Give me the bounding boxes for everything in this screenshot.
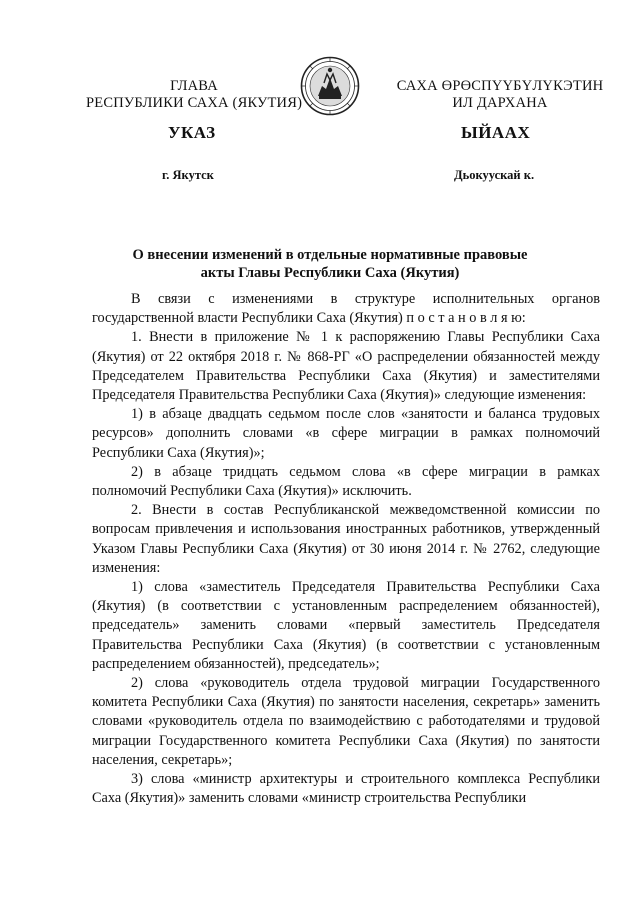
coat-of-arms-emblem-icon [300, 56, 360, 116]
header-left-line1: ГЛАВА [170, 78, 218, 94]
title-ru: УКАЗ [168, 123, 216, 142]
header-right [380, 78, 620, 112]
title-sah: ЫЙААХ [461, 123, 531, 142]
paragraph: 1) в абзаце двадцать седьмом после слов «занятости и баланса трудовых ресурсов» дополнить словами «в сфере миграции в рамках полномочий Республики Саха (Якутия)»; [92, 406, 600, 461]
paragraph: 2) в абзаце тридцать седьмом слова «в сфере миграции в рамках полномочий Республики Саха (Якутия)» исключить. [92, 463, 600, 500]
header-left-line2: РЕСПУБЛИКИ САХА (ЯКУТИЯ) [86, 95, 303, 111]
paragraph: 3) слова «министр архитектуры и строительного комплекса Республики Саха (Якутия)» заменить словами «министр строительства Республики [92, 771, 600, 807]
decree-body [92, 290, 600, 808]
paragraph: 2) слова «руководитель отдела трудовой миграции Государственного комитета Республики Саха (Якутия) по занятости населения, секретарь» заменить словами «руководитель отдела по взаимодействию с работодателями и трудовой миграции Государственного комитета Республики Саха (Якутия) по занятости населения, секретарь»; [92, 675, 600, 768]
subject-line2: акты Главы Республики Саха (Якутия) [200, 265, 460, 281]
paragraph: В связи с изменениями в структуре исполнительных органов государственной власти Республики Саха (Якутия) п о с т а н о в л я ю: [92, 291, 600, 327]
paragraph: 2. Внести в состав Республиканской межведомственной комиссии по вопросам привлечения и использования иностранных работников, утвержденный Указом Главы Республики Саха (Якутия) от 30 июня 2014 г. № 2762, следующие изменения: [92, 502, 600, 576]
header-left [86, 78, 302, 112]
header-right-line1: САХА ӨРӨСПҮҮБҮЛҮКЭТИН [396, 78, 604, 94]
place-sah: Дьокуускай к. [454, 168, 535, 182]
subject-line1: О внесении изменений в отдельные нормативные правовые [132, 247, 528, 263]
header-right-line2: ИЛ ДАРХАНА [452, 95, 548, 111]
paragraph: 1) слова «заместитель Председателя Правительства Республики Саха (Якутия) (в соответствии с установленным распределением обязанностей), председатель» заменить словами «первый заместитель Председателя Правительства Республики Саха (Якутия) (в соответствии с установленным распределением обязанностей), председатель»; [92, 579, 600, 672]
decree-subject [92, 246, 568, 282]
paragraph: 1. Внести в приложение № 1 к распоряжению Главы Республики Саха (Якутия) от 22 октября 2018 г. № 868-РГ «О распределении обязанностей между Председателем Правительства Республики Саха (Якутия) и заместителями Председателя Правительства Республики Саха (Якутия)» следующие изменения: [92, 329, 600, 404]
place-ru: г. Якутск [162, 168, 214, 182]
